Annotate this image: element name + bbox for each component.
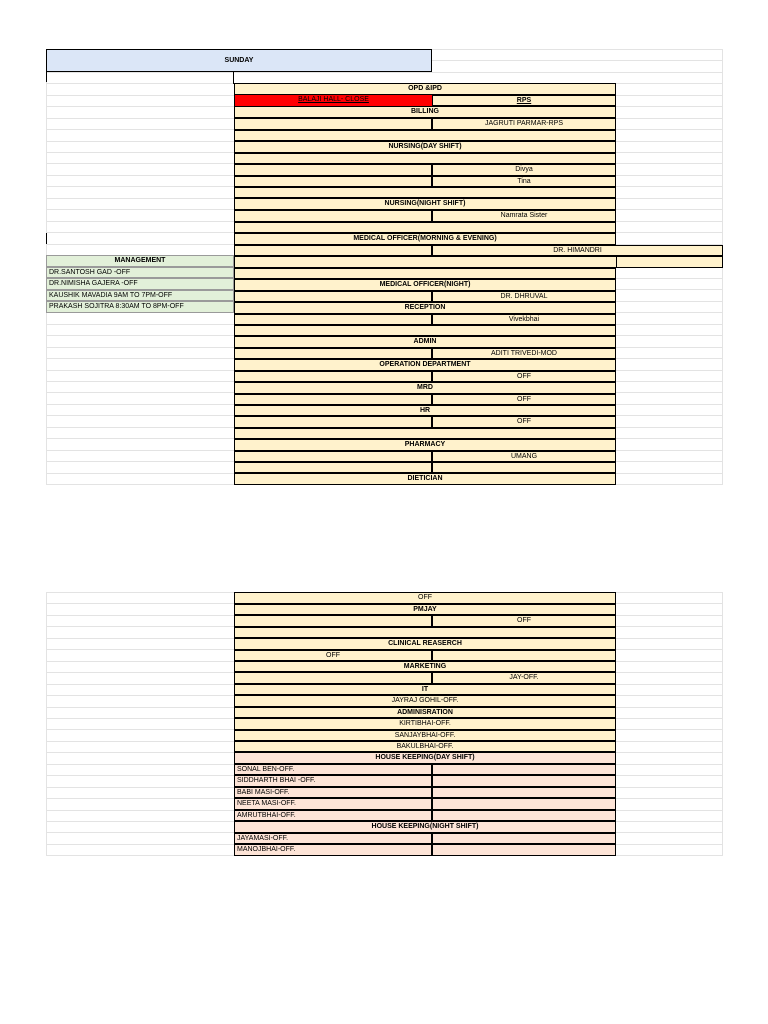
housekeeping-night-staff: JAYAMASI-OFF. (234, 833, 432, 844)
mo-night-staff: DR. DHRUVAL (432, 291, 616, 302)
nursing-day-left (234, 164, 432, 176)
pharmacy-right (432, 462, 616, 473)
section-operation: OPERATION DEPARTMENT (234, 359, 616, 371)
grid-column-line (46, 592, 47, 856)
section-marketing: MARKETING (234, 661, 616, 672)
blank-row (234, 325, 616, 336)
section-housekeeping-night: HOUSE KEEPING(NIGHT SHIFT) (234, 821, 616, 833)
management-row: DR.SANTOSH GAD -OFF (46, 267, 234, 278)
mrd-staff: OFF (432, 394, 616, 405)
blank-row (234, 153, 616, 164)
section-mrd: MRD (234, 382, 616, 394)
billing-left (234, 118, 432, 130)
billing-staff: JAGRUTI PARMAR-RPS (432, 118, 616, 130)
section-clinical-research: CLINICAL REASERCH (234, 638, 616, 650)
dietician-status: OFF (234, 592, 616, 604)
management-row: PRAKASH SOJITRA 8:30AM TO 8PM-OFF (46, 301, 234, 313)
hr-staff: OFF (432, 416, 616, 428)
grid-column-line (722, 592, 723, 856)
pharmacy-left (234, 451, 432, 462)
blank-row (234, 222, 616, 233)
section-housekeeping-day: HOUSE KEEPING(DAY SHIFT) (234, 752, 616, 764)
blank-row (234, 627, 616, 638)
administration-staff: BAKULBHAI-OFF. (234, 741, 616, 752)
section-nursing-day: NURSING(DAY SHIFT) (234, 141, 616, 153)
pmjay-left (234, 615, 432, 627)
blank-row (234, 428, 616, 439)
section-admin: ADMIN (234, 336, 616, 348)
housekeeping-night-right (432, 833, 616, 844)
housekeeping-day-right (432, 798, 616, 810)
management-row: KAUSHIK MAVADIA 9AM TO 7PM-OFF (46, 290, 234, 301)
housekeeping-day-right (432, 787, 616, 798)
section-opd: OPD &IPD (234, 83, 616, 95)
reception-left (234, 314, 432, 325)
housekeeping-day-staff: NEETA MASI-OFF. (234, 798, 432, 810)
admin-staff: ADITI TRIVEDI-MOD (432, 348, 616, 359)
nursing-day-staff-1: Divya (432, 164, 616, 176)
mo-night-left (234, 291, 432, 302)
section-billing: BILLING (234, 106, 616, 118)
reception-staff: Vivekbhai (432, 314, 616, 325)
pharmacy-staff: UMANG (432, 451, 616, 462)
section-medical-officer-night: MEDICAL OFFICER(NIGHT) (234, 279, 616, 291)
section-medical-officer-day: MEDICAL OFFICER(MORNING & EVENING) (234, 233, 616, 245)
nursing-night-left (234, 210, 432, 222)
operation-left (234, 371, 432, 382)
grid-line (46, 72, 722, 73)
housekeeping-day-right (432, 764, 616, 775)
section-reception: RECEPTION (234, 302, 616, 314)
section-administration: ADMINISRATION (234, 707, 616, 718)
administration-staff: SANJAYBHAI-OFF. (234, 730, 616, 741)
mo-day-left (234, 245, 432, 256)
blank-row (234, 268, 616, 279)
nursing-day-staff-2: Tina (432, 176, 616, 187)
housekeeping-day-staff: BABI MASI-OFF. (234, 787, 432, 798)
section-nursing-night: NURSING(NIGHT SHIFT) (234, 198, 616, 210)
housekeeping-night-right (432, 844, 616, 856)
management-header: MANAGEMENT (46, 255, 234, 267)
nursing-day-left (234, 176, 432, 187)
opd-status-closed: BALAJI HALL- CLOSE (234, 95, 432, 106)
section-it: IT (234, 684, 616, 695)
mrd-left (234, 394, 432, 405)
section-hr: HR (234, 405, 616, 416)
pmjay-staff: OFF (432, 615, 616, 627)
housekeeping-day-right (432, 775, 616, 787)
housekeeping-day-staff: SIDDHARTH BHAI -OFF. (234, 775, 432, 787)
admin-left (234, 348, 432, 359)
blank-row (234, 256, 723, 268)
opd-rps: RPS (432, 95, 616, 106)
mo-day-staff: DR. HIMANDRI (432, 245, 723, 256)
marketing-left (234, 672, 432, 684)
clinical-right (432, 650, 616, 661)
section-pmjay: PMJAY (234, 604, 616, 615)
clinical-staff: OFF (234, 650, 432, 661)
housekeeping-day-staff: AMRUTBHAI-OFF. (234, 810, 432, 821)
it-staff: JAYRAJ GOHIL-OFF. (234, 695, 616, 707)
housekeeping-day-right (432, 810, 616, 821)
marketing-staff: JAY-OFF. (432, 672, 616, 684)
blank-row (234, 187, 616, 198)
housekeeping-night-staff: MANOJBHAI-OFF. (234, 844, 432, 856)
housekeeping-day-staff: SONAL BEN-OFF. (234, 764, 432, 775)
section-dietician: DIETICIAN (234, 473, 616, 485)
blank-row (234, 130, 616, 141)
nursing-night-staff: Namrata Sister (432, 210, 616, 222)
administration-staff: KIRTIBHAI-OFF. (234, 718, 616, 730)
day-header: SUNDAY (46, 49, 432, 72)
operation-staff: OFF (432, 371, 616, 382)
management-row: DR.NIMISHA GAJERA -OFF (46, 278, 234, 290)
section-pharmacy: PHARMACY (234, 439, 616, 451)
pharmacy-left (234, 462, 432, 473)
hr-left (234, 416, 432, 428)
